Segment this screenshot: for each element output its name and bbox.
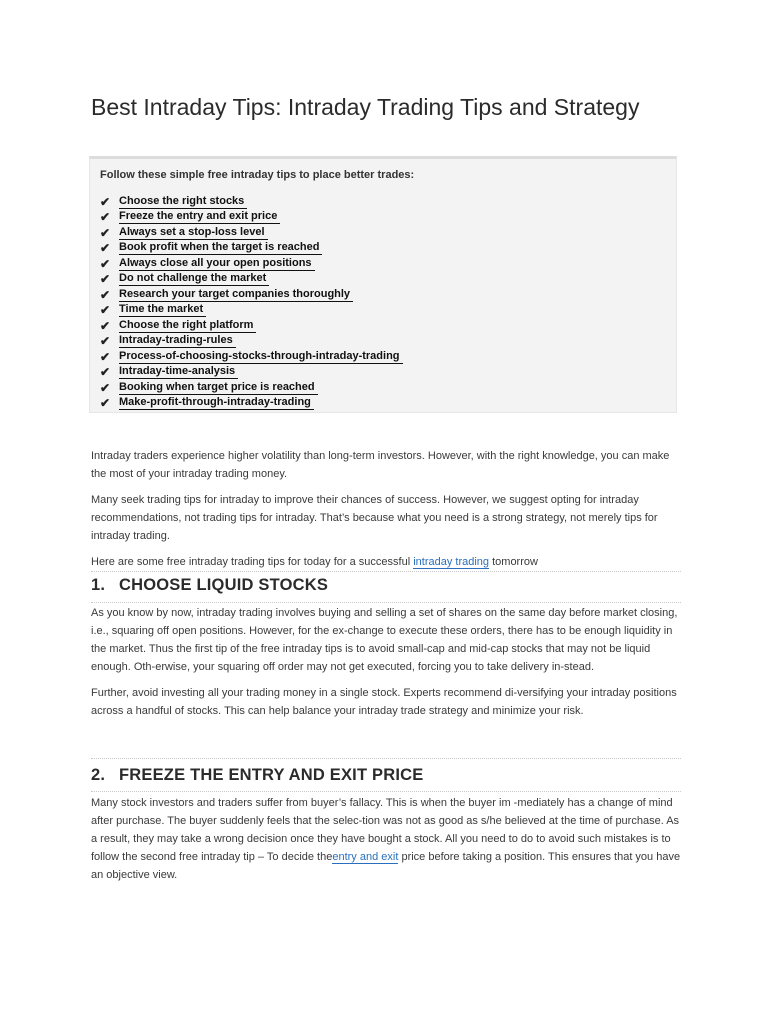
- tips-list-link[interactable]: Book profit when the target is reached: [119, 241, 322, 255]
- checkmark-icon: ✔: [100, 380, 111, 395]
- divider: [91, 758, 681, 759]
- checkmark-icon: ✔: [100, 225, 111, 240]
- tips-list-link[interactable]: Intraday-time-analysis: [119, 365, 238, 379]
- section-1-heading: [91, 576, 328, 595]
- tips-list-link[interactable]: Choose the right stocks: [119, 195, 247, 209]
- checkmark-icon: ✔: [100, 349, 111, 364]
- intro-paragraph-3-tail: tomorrow: [489, 556, 538, 568]
- section-2-number: 2.: [91, 766, 106, 784]
- intro-paragraph-3-text: Here are some free intraday trading tips for today for a successful: [91, 556, 414, 568]
- section-1-paragraph-1: As you know by now, intraday trading involves buying and selling a set of shares on the same day before market closing, i.e., squaring off open positions. However, for the ex-change to execute these orders, there has to be enough liquidity in the market. Thus the first tip of the free intraday tips is to avoid small-cap and mid-cap stocks that may not be liquid enough. Oth-erwise, your squaring off order may not get executed, forcing you to take delivery in-stead.: [91, 607, 678, 673]
- tips-summary-box: [89, 156, 677, 413]
- tips-list-item: [100, 225, 403, 241]
- divider: [91, 571, 681, 572]
- section-2-paragraph-text: Many stock investors and traders suffer from buyer’s fallacy. This is when the buyer im -mediately has a change of mind after purchase. The buyer suddenly feels that the selec-tion was not as good as s/he believed at the time of purchase. As a result, they may take a wrong decision once they have bought a stock. All you need to do to avoid such mistakes is to follow the second free intraday tip – To decide the: [91, 797, 680, 863]
- section-2-heading: [91, 766, 423, 785]
- section-2-title: FREEZE THE ENTRY AND EXIT PRICE: [119, 766, 424, 784]
- tips-list-link[interactable]: Choose the right platform: [119, 319, 256, 333]
- section-1-number: 1.: [91, 576, 106, 594]
- tips-list-item: [100, 241, 403, 257]
- tips-list-item: [100, 380, 403, 396]
- tips-list-item: [100, 256, 403, 272]
- checkmark-icon: ✔: [100, 334, 111, 349]
- checkmark-icon: ✔: [100, 303, 111, 318]
- checkmark-icon: ✔: [100, 256, 111, 271]
- checkmark-icon: ✔: [100, 287, 111, 302]
- tips-list-item: [100, 194, 403, 210]
- tips-list-item: [100, 303, 403, 319]
- tips-list-item: [100, 287, 403, 303]
- intraday-trading-link[interactable]: intraday trading: [413, 556, 490, 568]
- tips-list-item: [100, 272, 403, 288]
- tips-list-link[interactable]: Process-of-choosing-stocks-through-intraday-trading: [119, 350, 403, 364]
- tips-list-item: [100, 318, 403, 334]
- section-2-paragraph-1: [91, 794, 681, 884]
- tips-list-link[interactable]: Make-profit-through-intraday-trading: [119, 396, 314, 410]
- section-1-title: CHOOSE LIQUID STOCKS: [119, 576, 329, 594]
- tips-list: [100, 194, 403, 411]
- tips-list-item: [100, 334, 403, 350]
- intro-paragraph-2: Many seek trading tips for intraday to improve their chances of success. However, we suggest opting for intraday recommendations, not trading tips for intraday. That’s because what you need is a strong strategy, not merely tips for intraday trading.: [91, 494, 658, 542]
- intro-paragraph-1: Intraday traders experience higher volatility than long-term investors. However, with the right knowledge, you can make the most of your intraday trading money.: [91, 450, 670, 480]
- section-1-paragraph-2: Further, avoid investing all your trading money in a single stock. Experts recommend di-versifying your intraday positions across a handful of stocks. This can help balance your intraday trade strategy and minimize your risk.: [91, 687, 677, 717]
- tips-list-link[interactable]: Always set a stop-loss level: [119, 226, 268, 240]
- tips-list-link[interactable]: Booking when target price is reached: [119, 381, 318, 395]
- divider: [91, 602, 681, 603]
- checkmark-icon: ✔: [100, 318, 111, 333]
- checkmark-icon: ✔: [100, 210, 111, 225]
- divider: [91, 791, 681, 792]
- tips-list-link[interactable]: Freeze the entry and exit price: [119, 210, 280, 224]
- checkmark-icon: ✔: [100, 194, 111, 209]
- entry-and-exit-link[interactable]: entry and exit: [332, 851, 399, 863]
- section-2-paragraph-tail: price before taking a position. This ensures that you have an objective view.: [91, 851, 681, 881]
- tips-list-item: [100, 365, 403, 381]
- tips-list-item: [100, 349, 403, 365]
- checkmark-icon: ✔: [100, 272, 111, 287]
- tips-summary-heading: Follow these simple free intraday tips to place better trades:: [100, 169, 415, 181]
- intro-paragraph-3: [91, 553, 681, 571]
- page-title: Best Intraday Tips: Intraday Trading Tips and Strategy: [91, 94, 640, 120]
- tips-list-link[interactable]: Research your target companies thoroughly: [119, 288, 353, 302]
- checkmark-icon: ✔: [100, 396, 111, 411]
- checkmark-icon: ✔: [100, 365, 111, 380]
- tips-list-item: [100, 396, 403, 412]
- tips-list-link[interactable]: Always close all your open positions: [119, 257, 315, 271]
- checkmark-icon: ✔: [100, 241, 111, 256]
- tips-list-link[interactable]: Do not challenge the market: [119, 272, 269, 286]
- tips-list-item: [100, 210, 403, 226]
- tips-list-link[interactable]: Time the market: [119, 303, 206, 317]
- tips-list-link[interactable]: Intraday-trading-rules: [119, 334, 236, 348]
